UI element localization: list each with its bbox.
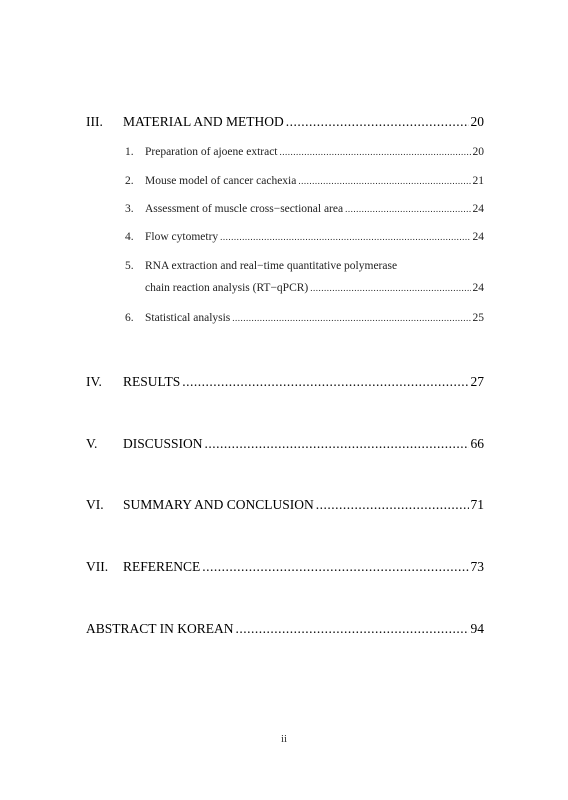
dot-leader xyxy=(310,280,470,296)
toc-entry-page: 20 xyxy=(470,114,484,129)
toc-subentry-number: 2. xyxy=(125,175,134,187)
toc-entry-page: 94 xyxy=(470,621,484,636)
toc-subentry-mouse-model xyxy=(125,173,484,189)
toc-subentry-page: 21 xyxy=(472,175,484,187)
toc-entry-discussion xyxy=(86,435,484,453)
toc-entry-title: MATERIAL AND METHOD xyxy=(123,114,284,129)
toc-subentry-number: 3. xyxy=(125,203,134,215)
dot-leader xyxy=(316,496,469,514)
toc-entry-number: IV. xyxy=(86,374,102,389)
toc-subentry-number: 1. xyxy=(125,146,134,158)
toc-subentry-number: 5. xyxy=(125,260,134,272)
toc-subentry-flow-cytometry xyxy=(125,229,484,245)
page-number-footer: ii xyxy=(280,733,288,745)
dot-leader xyxy=(182,373,468,391)
toc-entry-number: VI. xyxy=(86,497,104,512)
toc-entry-page: 73 xyxy=(470,559,484,574)
toc-entry-results xyxy=(86,373,484,391)
toc-subentry-page: 24 xyxy=(472,203,484,215)
toc-entry-reference xyxy=(86,558,484,576)
toc-subentry-title: Assessment of muscle cross−sectional area xyxy=(145,203,344,215)
toc-subentry-ajoene-extract xyxy=(125,144,484,160)
toc-entry-summary-and-conclusion xyxy=(86,496,484,514)
toc-entry-number: VII. xyxy=(86,559,109,574)
toc-entry-title: DISCUSSION xyxy=(123,436,203,451)
toc-entry-page: 27 xyxy=(470,374,484,389)
dot-leader xyxy=(220,229,470,245)
dot-leader xyxy=(280,144,471,160)
dot-leader xyxy=(298,173,470,189)
toc-subentry-number: 4. xyxy=(125,231,134,243)
dot-leader xyxy=(236,620,469,638)
dot-leader xyxy=(205,435,469,453)
toc-subentry-title: Statistical analysis xyxy=(145,312,231,324)
toc-entry-page: 71 xyxy=(470,497,484,512)
dot-leader xyxy=(232,310,470,326)
toc-subentry-number: 6. xyxy=(125,312,134,324)
toc-subentry-title-continued: chain reaction analysis (RT−qPCR) xyxy=(145,282,309,294)
toc-entry-title: REFERENCE xyxy=(123,559,201,574)
toc-subentry-page: 20 xyxy=(472,146,484,158)
toc-subentry-muscle-area xyxy=(125,201,484,217)
toc-entry-abstract-in-korean xyxy=(86,620,484,638)
toc-entry-number: V. xyxy=(86,436,98,451)
toc-entry-page: 66 xyxy=(470,436,484,451)
toc-entry-title: RESULTS xyxy=(123,374,181,389)
toc-subentry-rna-extraction-line1 xyxy=(125,258,484,274)
toc-subentry-statistical-analysis xyxy=(125,310,484,326)
toc-subentry-title: RNA extraction and real−time quantitative polymerase xyxy=(145,260,398,272)
dot-leader xyxy=(286,113,469,131)
toc-entry-title: SUMMARY AND CONCLUSION xyxy=(123,497,314,512)
dot-leader xyxy=(202,558,468,576)
toc-entry-number: III. xyxy=(86,114,103,129)
toc-subentry-rna-extraction-line2 xyxy=(145,280,484,296)
toc-subentry-title: Flow cytometry xyxy=(145,231,219,243)
toc-subentry-page: 25 xyxy=(472,312,484,324)
toc-entry-title: ABSTRACT IN KOREAN xyxy=(86,621,234,636)
toc-subentry-page: 24 xyxy=(472,231,484,243)
toc-entry-material-and-method xyxy=(86,113,484,131)
toc-subentry-title: Preparation of ajoene extract xyxy=(145,146,278,158)
toc-subentry-title: Mouse model of cancer cachexia xyxy=(145,175,297,187)
toc-subentry-page: 24 xyxy=(472,282,484,294)
dot-leader xyxy=(345,201,470,217)
